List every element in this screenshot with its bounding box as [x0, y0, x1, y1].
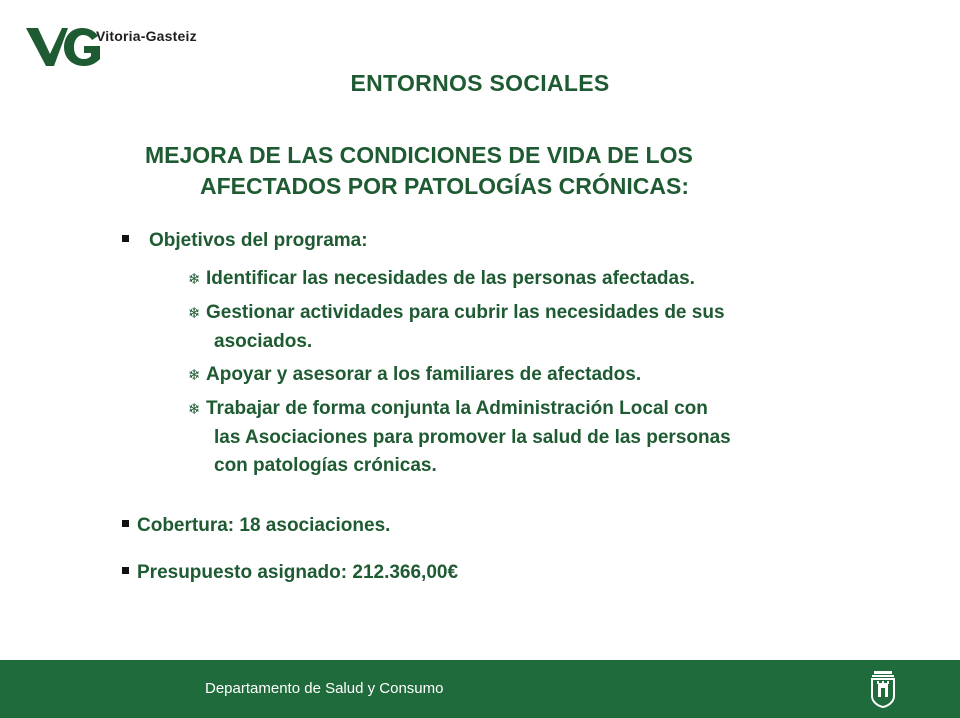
objectives-heading-label: Objetivos del programa: [149, 230, 368, 251]
city-crest-icon [868, 670, 898, 708]
objectives-heading [122, 230, 368, 252]
square-bullet-icon [122, 235, 129, 242]
slide-title: ENTORNOS SOCIALES [350, 70, 610, 96]
square-bullet-icon [122, 520, 129, 527]
budget-line [122, 562, 458, 584]
snowflake-bullet-icon: ❄ [188, 271, 201, 288]
objective-text: Apoyar y asesorar a los familiares de afectados. [206, 364, 642, 385]
slide-subtitle [140, 140, 840, 202]
logo-wordmark: Vitoria-Gasteiz [96, 28, 197, 44]
coverage-text: Cobertura: 18 asociaciones. [137, 515, 391, 536]
objective-text: Gestionar actividades para cubrir las necesidades de sus [206, 302, 725, 323]
objectives-list [188, 265, 888, 485]
objective-item [188, 265, 888, 294]
footer-bar [0, 660, 960, 718]
vg-monogram-icon [24, 14, 104, 70]
subtitle-line-1: MEJORA DE LAS CONDICIONES DE VIDA DE LOS [145, 142, 693, 168]
vitoria-gasteiz-logo [24, 14, 264, 74]
department-name: Departamento de Salud y Consumo [205, 680, 444, 697]
snowflake-bullet-icon: ❄ [188, 305, 201, 322]
snowflake-bullet-icon: ❄ [188, 367, 201, 384]
objective-item [188, 395, 888, 480]
budget-text: Presupuesto asignado: 212.366,00€ [137, 562, 459, 583]
objective-text-continued: las Asociaciones para promover la salud de las personas [214, 427, 731, 448]
coverage-line [122, 515, 390, 537]
objective-text-continued: asociados. [214, 331, 313, 352]
objective-item [188, 361, 888, 390]
objective-text: Trabajar de forma conjunta la Administración Local con [206, 398, 708, 419]
subtitle-line-2: AFECTADOS POR PATOLOGÍAS CRÓNICAS: [200, 173, 689, 199]
snowflake-bullet-icon: ❄ [188, 401, 201, 418]
square-bullet-icon [122, 567, 129, 574]
objective-text-continued: con patologías crónicas. [214, 455, 437, 476]
objective-text: Identificar las necesidades de las personas afectadas. [206, 268, 695, 289]
objective-item [188, 299, 888, 356]
